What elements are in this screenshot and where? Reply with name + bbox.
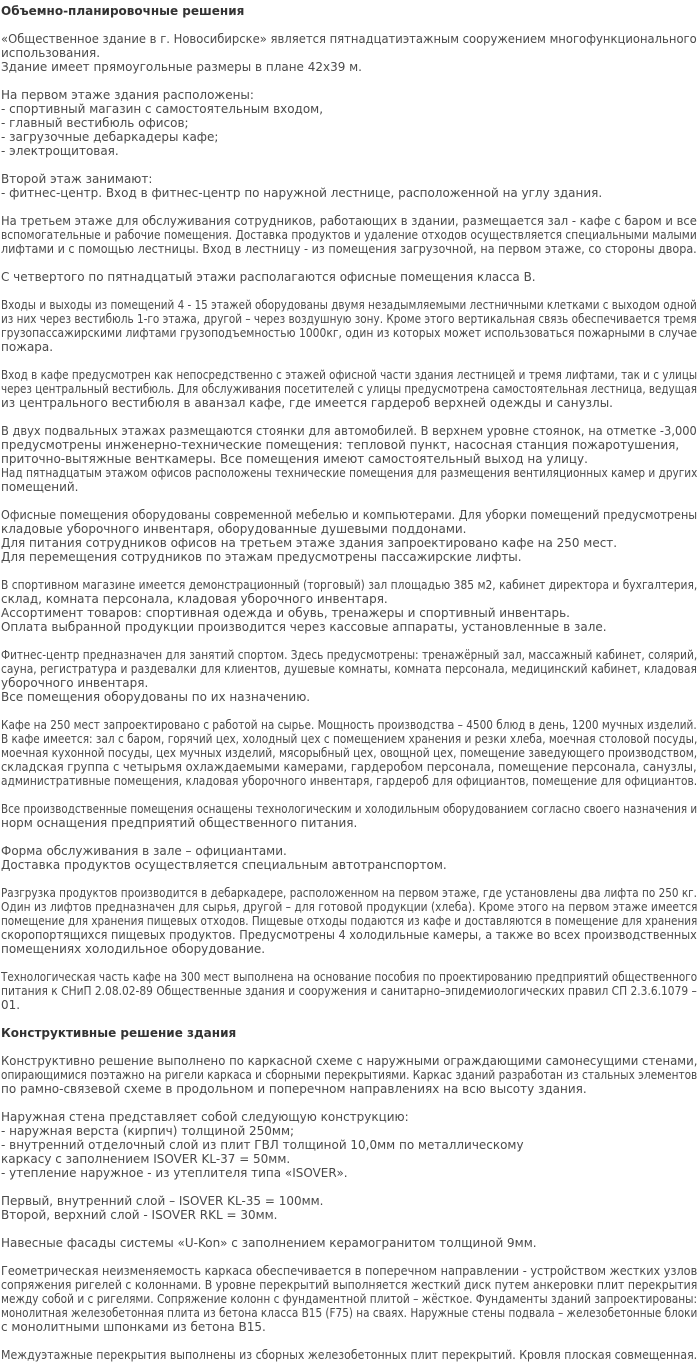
paragraph — [1, 298, 698, 354]
text-line: - электрощитовая. — [1, 144, 119, 158]
text-line: Над пятнадцатым этажом офисов расположены технические помещения для размещения вентиляционных камер и других — [1, 466, 698, 480]
paragraph — [1, 32, 698, 74]
text-line: Наружная стена представляет собой следующую конструкцию: — [1, 1110, 409, 1124]
text-line: 01. — [1, 998, 21, 1012]
text-line: Первый, внутренний слой – ISOVER KL-35 = 100мм. — [1, 1194, 324, 1208]
text-line: Второй этаж занимают: — [1, 172, 153, 186]
section-title: Объемно-планировочные решения — [1, 4, 245, 18]
text-line: склад, комната персонала, кладовая уборочного инвентаря. — [1, 592, 388, 606]
text-line: сопряжения ригелей с колоннами. В уровне перекрытий выполняется жесткий диск путем анкеровки плит перекрытия — [1, 1278, 698, 1292]
text-line: На первом этаже здания расположены: — [1, 88, 254, 102]
paragraph — [1, 844, 698, 872]
paragraph — [1, 1264, 698, 1334]
paragraph — [1, 88, 698, 158]
text-line: «Общественное здание в г. Новосибирске» является пятнадцатиэтажным сооружением многофункционального — [1, 32, 697, 46]
text-line: С четвертого по пятнадцатый этажи располагаются офисные помещения класса В. — [1, 270, 536, 284]
text-line: кладовые уборочного инвентаря, оборудованные душевыми поддонами. — [1, 522, 467, 536]
text-line: Все производственные помещения оснащены технологическим и холодильным оборудованием согласно своего назначения и — [1, 802, 698, 816]
text-line: Геометрическая неизменяемость каркаса обеспечивается в поперечном направлении - устройством жестких узлов — [1, 1264, 698, 1278]
text-line: - спортивный магазин с самостоятельным входом, — [1, 102, 324, 116]
text-line: Навесные фасады системы «U-Kon» с заполнением керамогранитом толщиной 9мм. — [1, 1236, 537, 1250]
text-line: скоропортящихся пищевых продуктов. Предусмотрены 4 холодильные камеры, а также во всех производственных — [1, 928, 697, 942]
text-line: - внутренний отделочный слой из плит ГВЛ толщиной 10,0мм по металлическому — [1, 1138, 524, 1152]
text-line: - загрузочные дебаркадеры кафе; — [1, 130, 219, 144]
text-line: помещениях холодильное оборудование. — [1, 942, 266, 956]
paragraph — [1, 424, 698, 494]
text-line: помещение для хранения пищевых отходов. Пищевые отходы подаются из кафе и доставляются в помещение для хранения — [1, 914, 698, 928]
text-line: Форма обслуживания в зале – официантами. — [1, 844, 287, 858]
text-line: питания к СНиП 2.08.02-89 Общественные здания и сооружения и санитарно–эпидемиологических правил СП 2.3.6.1079 – — [1, 984, 697, 998]
text-line: по рамно-связевой схеме в продольном и поперечном направлениях на всю высоту здания. — [1, 1082, 587, 1096]
text-line: В двух подвальных этажах размещаются стоянки для автомобилей. В верхнем уровне стоянок, на отметке -3,000 — [1, 424, 697, 438]
text-line: - главный вестибюль офисов; — [1, 116, 189, 130]
text-line: - фитнес-центр. Вход в фитнес-центр по наружной лестнице, расположенной на углу здания. — [1, 186, 603, 200]
text-line: Технологическая часть кафе на 300 мест выполнена на основание пособия по проектированию предприятий общественного — [1, 970, 698, 984]
text-line: помещений. — [1, 480, 79, 494]
text-line: Второй, верхний слой - ISOVER RKL = 30мм. — [1, 1208, 278, 1222]
text-line: Здание имеет прямоугольные размеры в плане 42х39 м. — [1, 60, 362, 74]
text-line: моечная кухонной посуды, цех мучных изделий, мясорыбный цех, овощной цех, помещение заведующего производством, — [1, 746, 698, 760]
text-line: пожара. — [1, 340, 54, 354]
text-line: - наружная верста (кирпич) толщиной 250мм; — [1, 1124, 295, 1138]
text-line: предусмотрены инженерно-технические помещения: тепловой пункт, насосная станция пожаротушения, — [1, 438, 680, 452]
text-line: приточно-вытяжные венткамеры. Все помещения имеют самостоятельный выход на улицу. — [1, 452, 588, 466]
paragraph — [1, 172, 698, 200]
text-line: из них через вестибюль 1-го этажа, другой – через воздушную зону. Кроме этого вертикальная связь обеспечивается тремя — [1, 312, 697, 326]
text-line: Для питания сотрудников офисов на третьем этаже здания запроектировано кафе на 250 мест. — [1, 536, 618, 550]
paragraph — [1, 718, 698, 788]
text-line: Разгрузка продуктов производится в дебаркадере, расположенном на первом этаже, где установлены два лифта по 250 кг. — [1, 886, 697, 900]
paragraph — [1, 970, 698, 1012]
paragraph — [1, 214, 698, 256]
paragraph — [1, 508, 698, 564]
paragraph — [1, 1348, 698, 1362]
text-line: административные помещения, кладовая уборочного инвентаря, гардероб для официантов, помещение для официантов. — [1, 774, 698, 788]
text-line: из центрального вестибюля в аванзал кафе, где имеется гардероб верхней одежды и санузлы. — [1, 396, 613, 410]
paragraph — [1, 802, 698, 830]
text-line: В кафе имеется: зал с баром, горячий цех, холодный цех с помещением хранения и резки хлеба, моечная столовой посуды, — [1, 732, 698, 746]
text-line: На третьем этаже для обслуживания сотрудников, работающих в здании, размещается зал - кафе с баром и все — [1, 214, 697, 228]
text-line: опирающимися поэтажно на ригели каркаса и сборными перекрытиями. Каркас зданий разработан из стальных элементов — [1, 1068, 698, 1082]
text-line: уборочного инвентаря. — [1, 676, 149, 690]
paragraph — [1, 578, 698, 634]
text-line: через центральный вестибюль. Для обслуживания посетителей с улицы предусмотрена самостоятельная лестница, ведущая — [1, 382, 697, 396]
text-line: лифтами и с помощью лестницы. Вход в лестницу - из помещения загрузочной, на первом этаже, со стороны двора. — [1, 242, 697, 256]
text-line: Ассортимент товаров: спортивная одежда и обувь, тренажеры и спортивный инвентарь. — [1, 606, 570, 620]
text-line: - утепление наружное - из утеплителя типа «ISOVER». — [1, 1166, 348, 1180]
paragraph — [1, 1236, 698, 1250]
text-line: грузопассажирскими лифтами грузоподъемностью 1000кг, один из которых может использоваться пожарными в случае — [1, 326, 698, 340]
text-line: Доставка продуктов осуществляется специальным автотранспортом. — [1, 858, 447, 872]
text-line: складская группа с четырьмя охлаждаемыми камерами, гардеробом персонала, помещение персонала, санузлы, — [1, 760, 697, 774]
paragraph — [1, 886, 698, 956]
text-line: Для перемещения сотрудников по этажам предусмотрены пассажирские лифты. — [1, 550, 522, 564]
text-line: Один из лифтов предназначен для сырья, другой – для готовой продукции (хлеба). Кроме этого на первом этаже имеется — [1, 900, 698, 914]
section-title: Конструктивные решение здания — [1, 1026, 237, 1040]
text-line: между собой и с ригелями. Сопряжение колонн с фундаментной плитой – жёсткое. Фундаменты зданий запроектированы: — [1, 1292, 698, 1306]
text-line: Кафе на 250 мест запроектировано с работой на сырье. Мощность производства – 4500 блюд в день, 1200 мучных изделий. — [1, 718, 697, 732]
paragraph — [1, 1110, 698, 1180]
text-line: В спортивном магазине имеется демонстрационный (торговый) зал площадью 385 м2, кабинет директора и бухгалтерия, — [1, 578, 698, 592]
text-line: Конструктивно решение выполнено по каркасной схеме с наружными ограждающими самонесущими стенами, — [1, 1054, 698, 1068]
text-line: использования. — [1, 46, 101, 60]
paragraph — [1, 1194, 698, 1222]
text-line: Междуэтажные перекрытия выполнены из сборных железобетонных плит перекрытий. Кровля плоская совмещенная. — [1, 1348, 698, 1362]
text-line: Входы и выходы из помещений 4 - 15 этажей оборудованы двумя незадымляемыми лестничными клетками с выходом одной — [1, 298, 697, 312]
paragraph — [1, 368, 698, 410]
text-line: с монолитными шпонками из бетона В15. — [1, 1320, 266, 1334]
paragraph — [1, 270, 698, 284]
text-line: Офисные помещения оборудованы современной мебелью и компьютерами. Для уборки помещений предусмотрены — [1, 508, 698, 522]
text-line: вспомогательные и рабочие помещения. Доставка продуктов и удаление отходов осуществляется специальными малыми — [1, 228, 697, 242]
text-line: Вход в кафе предусмотрен как непосредственно с этажей офисной части здания лестницей и тремя лифтами, так и с улицы — [1, 368, 698, 382]
text-line: Оплата выбранной продукции производится через кассовые аппараты, установленные в зале. — [1, 620, 607, 634]
paragraph — [1, 1054, 698, 1096]
text-line: норм оснащения предприятий общественного питания. — [1, 816, 358, 830]
text-line: каркасу с заполнением ISOVER KL-37 = 50мм. — [1, 1152, 291, 1166]
text-line: Все помещения оборудованы по их назначению. — [1, 690, 311, 704]
text-line: сауна, регистратура и раздевалки для клиентов, душевые комнаты, комната персонала, медицинский кабинет, кладовая — [1, 662, 697, 676]
text-line: Фитнес-центр предназначен для занятий спортом. Здесь предусмотрены: тренажёрный зал, массажный кабинет, солярий, — [1, 648, 698, 662]
text-line: монолитная железобетонная плита из бетона класса В15 (F75) на сваях. Наружные стены подвала – железобетонные блоки — [1, 1306, 698, 1320]
paragraph — [1, 648, 698, 704]
